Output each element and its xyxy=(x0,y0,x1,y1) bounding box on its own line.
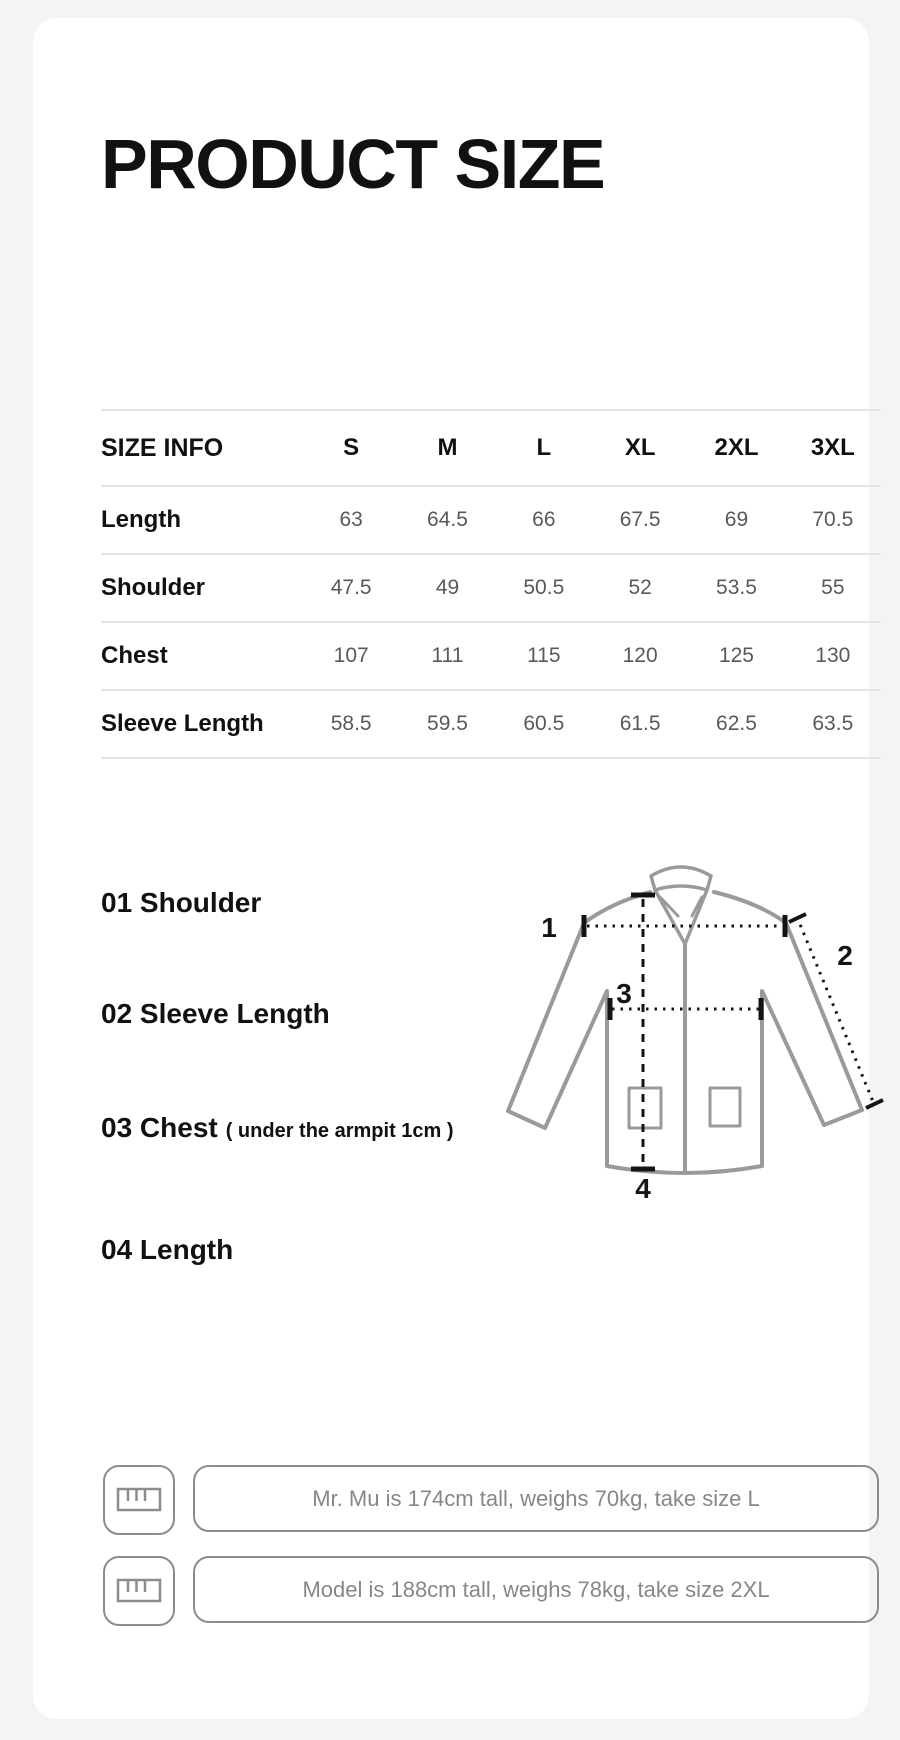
size-info-header: SIZE INFO xyxy=(101,410,303,486)
table-row-chest xyxy=(101,622,881,690)
size-value: 64.5 xyxy=(399,486,495,554)
guide-item-label: 02 Sleeve Length xyxy=(101,998,330,1029)
guide-item-sleeve-length xyxy=(101,997,330,1031)
size-value: 66 xyxy=(496,486,592,554)
size-value: 61.5 xyxy=(592,690,688,758)
marker-2-sleeve: 2 xyxy=(837,940,853,971)
guide-item-length xyxy=(101,1233,233,1267)
row-label: Shoulder xyxy=(101,554,303,622)
sleeve-measure-line xyxy=(797,917,874,1104)
ruler-icon-box xyxy=(103,1465,175,1535)
size-value: 60.5 xyxy=(496,690,592,758)
guide-item-note: ( under the armpit 1cm ) xyxy=(225,1120,454,1142)
fit-note-box xyxy=(193,1465,879,1532)
size-value: 69 xyxy=(688,486,784,554)
size-col-header-s: S xyxy=(303,410,399,486)
size-value: 59.5 xyxy=(399,690,495,758)
size-value: 130 xyxy=(785,622,881,690)
size-table-header-row xyxy=(101,410,881,486)
product-size-card xyxy=(33,18,869,1719)
guide-item-label: 04 Length xyxy=(101,1234,234,1265)
ruler-icon xyxy=(116,1486,162,1514)
size-value: 70.5 xyxy=(785,486,881,554)
size-table xyxy=(101,409,881,759)
guide-item-label: 01 Shoulder xyxy=(101,887,262,918)
ruler-icon-box xyxy=(103,1556,175,1626)
size-value: 53.5 xyxy=(688,554,784,622)
size-value: 47.5 xyxy=(303,554,399,622)
row-label: Length xyxy=(101,486,303,554)
size-value: 120 xyxy=(592,622,688,690)
size-col-header-l: L xyxy=(496,410,592,486)
marker-1-shoulder: 1 xyxy=(541,912,557,943)
row-label: Chest xyxy=(101,622,303,690)
size-value: 125 xyxy=(688,622,784,690)
jacket-collar xyxy=(651,867,711,890)
row-label: Sleeve Length xyxy=(101,690,303,758)
size-col-header-2xl: 2XL xyxy=(688,410,784,486)
jacket-right-pocket xyxy=(710,1088,740,1126)
size-value: 55 xyxy=(785,554,881,622)
size-value: 50.5 xyxy=(496,554,592,622)
fit-note-box xyxy=(193,1556,879,1623)
jacket-left-pocket xyxy=(629,1088,661,1128)
size-value: 67.5 xyxy=(592,486,688,554)
size-col-header-3xl: 3XL xyxy=(785,410,881,486)
fit-note-text: Model is 188cm tall, weighs 78kg, take size 2XL xyxy=(302,1576,770,1602)
size-value: 63 xyxy=(303,486,399,554)
guide-item-shoulder xyxy=(101,886,261,920)
page-title: PRODUCT SIZE xyxy=(101,125,605,203)
guide-item-chest xyxy=(101,1111,454,1148)
marker-4-length: 4 xyxy=(635,1173,651,1204)
table-row-shoulder xyxy=(101,554,881,622)
size-value: 63.5 xyxy=(785,690,881,758)
jacket-measurement-diagram xyxy=(473,846,900,1226)
size-value: 111 xyxy=(399,622,495,690)
size-value: 62.5 xyxy=(688,690,784,758)
ruler-icon xyxy=(116,1577,162,1605)
fit-note-text: Mr. Mu is 174cm tall, weighs 70kg, take size L xyxy=(312,1485,760,1511)
size-value: 52 xyxy=(592,554,688,622)
size-value: 115 xyxy=(496,622,592,690)
size-value: 107 xyxy=(303,622,399,690)
guide-item-label: 03 Chest xyxy=(101,1112,218,1143)
size-value: 58.5 xyxy=(303,690,399,758)
marker-3-chest: 3 xyxy=(616,978,632,1009)
table-row-sleeve-length xyxy=(101,690,881,758)
size-value: 49 xyxy=(399,554,495,622)
table-row-length xyxy=(101,486,881,554)
size-col-header-xl: XL xyxy=(592,410,688,486)
size-col-header-m: M xyxy=(399,410,495,486)
